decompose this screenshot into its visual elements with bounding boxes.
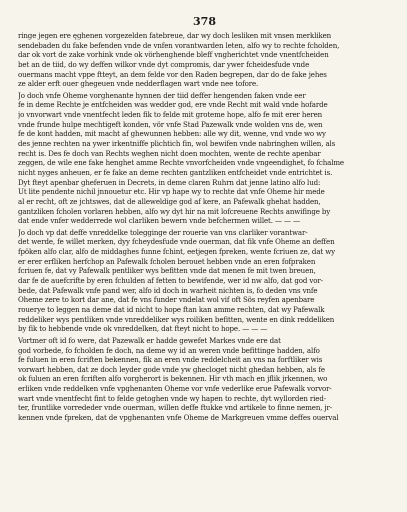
text-line: al er recht, oft ze jchtswes, dat de alleweldige god af kere, an Pafewalk ghehat hadden, <box>18 196 321 206</box>
text-line: ok fuluen an eren fcriften alfo vorgherort is bekennen. Hir vth mach en jflik jrkennen, wo <box>18 374 328 384</box>
page-number: 378 <box>193 15 216 28</box>
text-line: zeggen, de wile ene fake henghet amme Rechte vnvorfcheiden vnde vngeendighet, fo fchalme <box>18 158 344 168</box>
text-line: fe in deme Rechte je entfcheiden was wedder god, ere vnde Recht mit wald vnde hofarde <box>18 100 328 110</box>
text-line: Jo doch vnfe Oheme vorghenante hynnen der tiid deffer hengenden faken vnde eer <box>18 90 306 100</box>
text-line: Vortmer oft id fo were, dat Pazewalk er hadde gewefet Markes vnde ere dat <box>18 335 281 345</box>
text-line: fe de kont hadden, mit macht af ghewunnen hebben: alle wy dit, wenne, vnd vnde wo wy <box>18 129 326 139</box>
text-line: er erer erfliken herfchop an Pafewalk fcholen berouet hebben vnde an eren fofpraken <box>18 256 316 266</box>
text-line: fe fuluen in eren fcriften bekennen, fik an eren vnde reddelcheit an vns na forftliker wis <box>18 355 323 365</box>
text-line: dat ende vnfer wedderrede wol clarliken bewern vnde befchermen willet. — — — <box>18 216 301 226</box>
text-line: god vorbede, fo fcholden fe doch, na deme wy id an weren vnde befittinge hadden, alfo <box>18 345 320 355</box>
text-line: ter, fruntlike vorrededer vnde ouerman, willen deffe ftukke vnd artikele to finne nemen, jr- <box>18 403 333 413</box>
paragraph <box>18 91 391 226</box>
paragraph <box>18 31 391 89</box>
text-line: fcriuen fe, dat vy Pafewalk pentliker wys befitten vnde dat menen fe mit twen breuen, <box>18 266 316 276</box>
text-line: erliken vnde reddelken vnfe vpghenanten Oheme vor vnfe vederlike erue Pafewalk vorvor- <box>18 384 332 394</box>
text-line: dar fe de auefcrifte by eren fchulden af fetten to bewifende, wer id nw alfo, dat god vor- <box>18 276 323 286</box>
text-line: Ut lite pendente nichil jnnouetur etc. Hir vp hape wy to rechte dat vnfe Oheme hir mede <box>18 187 325 197</box>
text-line: by fik to hebbende vnde ok vnreddelken, dat fteyt nicht to hope. — — — <box>18 324 268 334</box>
text-line: kennen vnde fpreken, dat de vpghenanten vnfe Oheme de Markgreuen vmme deffes ouerval <box>18 412 339 422</box>
text-line: vnde frunde hulpe mechtigeft konden, vör vnfe Stad Pazewalk vnde wolden vns de, wen <box>18 119 323 129</box>
text-line: wart vnde vnentfecht fint to felde getoghen vnde wy hapen to rechte, dyt wyllorden ried- <box>18 393 326 403</box>
text-line: dar ok vort de zake vorhink vnde ok vörhenghende bleff vngherichtet vnde vnentfcheiden <box>18 50 329 60</box>
text-line: ringe jegen ere ęghenen vorgezelden fatebreue, dar wy doch lesliken mit vnsen merkliken <box>18 31 332 40</box>
text-line: ouermans macht vppe ftteyt, an dem felde vor den Raden begrepen, dar do de fake jehes <box>18 69 327 79</box>
text-line: fpöken alfo clar, alfo de middaghes funne fchint, eetjegen fpreken, wente fcriuen ze, dat wy <box>18 247 336 257</box>
body-text <box>18 31 391 423</box>
text-line: Dyt fteyt apenbar gheferuen in Decrets, in deme claren Ruhrn dat jenne latino alfo lud: <box>18 177 321 187</box>
text-line: gantzliken fcholen vorlaren hebben, alfo wy dyt hir na mit lofcreuene Rechts anwifinge by <box>18 206 331 216</box>
text-line: des jenne rechten na ywer irkentniffe plichtich fin, wol bewifen vnde nabringhen willen, als <box>18 139 336 149</box>
text-line: rouerye to leggen na deme dat id nicht to hope ftan kan amme rechten, dat wy Pafewalk <box>18 304 325 314</box>
text-line: ze alder erft ouer ghegeuen vnde nedderflagen wart vnde nee tofore. <box>18 79 259 89</box>
paragraph <box>18 228 391 334</box>
text-line: sendebaden du fake befenden vnde de vnfen vorantwarden leten, alfo wy to rechte fcholden, <box>18 40 340 50</box>
text-line: Jo doch vp dat deffe vnreddelke tolegginge der rouerie van vns clarliker vorantwar- <box>18 227 308 237</box>
text-line: vorwart hebben, dat ze doch leyder gode vnde yw ghecloget nicht ghedan hebben, als fe <box>18 364 325 374</box>
text-line: bede, dat Pafewalk vnfe pand wer, alfo id doch in warheit nichten is, fo deden vns vnfe <box>18 285 318 295</box>
text-line: jo vnvorwart vnde vnentfecht leden fik to felde mit groteme hope, alfo fe mit erer heren <box>18 110 323 120</box>
paragraph <box>18 336 391 423</box>
text-line: reddeliker wys pentliken vnde vnreddeliker wys roiliken befitten, wente en dink reddeliken <box>18 314 335 324</box>
text-line: bet an de tiid, do wy deffen wilkor vnde dyt compromis, dar ywer fcheidesfude vnde <box>18 59 310 69</box>
text-line: Oheme zere to kort dar ane, dat fe vns funder vndelat wol vif oft Sös reyfen apenbare <box>18 295 315 305</box>
text-line: nicht nyges anheuen, er fe fake an deme rechten gantzliken entfcheidet vnde entrichtet is. <box>18 167 333 177</box>
text-line: det werde, fe willet merken, dyy fcheydesfude vnde ouerman, dat fik vnfe Oheme an deffen <box>18 237 335 247</box>
text-line: recht is. Des fe doch van Rechts weghen nicht doen mochten, wente de rechte apenbar <box>18 148 321 158</box>
